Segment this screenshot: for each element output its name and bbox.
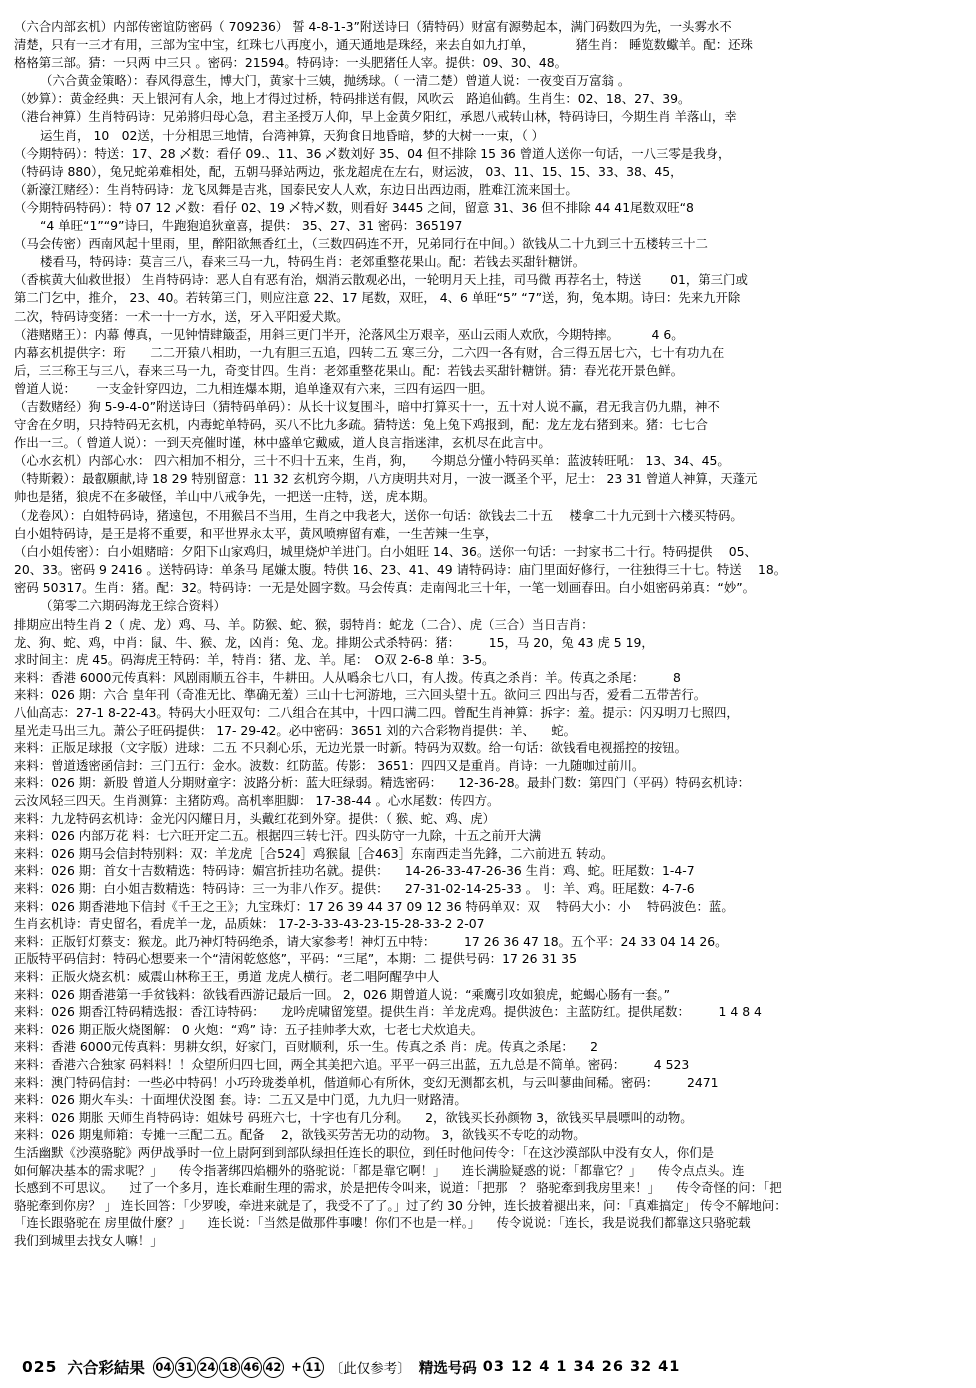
text-line: （香槟黄大仙救世报） 生肖特码诗：恶人自有恶有治，烟消云散观必出，一轮明月天上挂，司马微 再荐名士，特送 01，第三门或 [14,272,748,288]
text-line: 来料：026 期香港第一手贫钱料：欲钱看西游记最后一回。 2，026 期曾道人说：“乘鹰引攻如狼虎，蛇蝎心肠有一套。” [14,986,670,1002]
text-line: （白小姐传密）：白小姐赌暗：夕阳下山家鸡归，城里烧炉羊进门。白小姐旺 14、36。送你一句话：一封家书二十行。特码提供 05、 [14,543,757,559]
text-line: （港赌赌王）：内幕 傅真，一见钟情肆簸歪，用斜三更门半开，沦落风尘万艰辛，巫山云雨人欢欣，今期特摔。 4 6。 [14,326,684,342]
text-line: 云汝风轻三四天。生肖测算：主猪防鸡。高机率胆脚： 17-38-44 。心水尾数：传四方。 [14,793,500,809]
text-line: （六合黄金策略）：春风得意生，博大门，黄家十三姨，抛绣球。（ 一清二楚）曾道人说：一夜变百万富翁 。 [40,73,631,89]
result-footer [0,1350,976,1384]
text-line: 骆驼牽到你房？ 」 连长回答：「少罗唆，牵进来就是了，我受不了了。」过了约 30 分钟，连长披着褪出来，问：「真难搞定」 传令不解地问： [14,1197,787,1213]
text-line: 守舍在夕明，只持特码无玄机，内毒蛇单特码，买八不比九多疏。猜特送：兔上兔下鸡报到，配：龙左龙右猪到来。猪：七七合 [14,417,708,433]
pick-numbers: 03 12 4 1 34 26 32 41 [482,1359,681,1375]
text-line: 求时间主：虎 45。码海虎王特码：羊，特肖：猪、龙、羊。尾： O双 2-6-8 单：3-5。 [14,652,495,668]
text-line: 清楚，只有一三才有用，三部为宝中宝，红珠七八再度小，通天通地是珠经，来去自如九打单， 猪生肖： 睡览数蠍羊。配：还珠 [14,37,753,53]
text-line: 来料：正版火烧玄机：威震山林称王王，勇道 龙虎人横行。老二唱阿醒孕中人 [14,968,440,984]
text-line: 正版特平码信封：特码心想要来一个“清闲乾悠悠”，平码：“三尾”，本期：二 提供号码：17 26 31 35 [14,951,577,967]
text-line: 我们到城里去找女人嘛！」 [14,1232,163,1248]
issue-number: 025 [22,1358,58,1376]
text-line: 来料：026 期：新股 曾道人分期财童字：波路分析：蓝大旺绿弱。精选密码： 12-36-28。最卦门数：第四门（平码）特码玄机诗： [14,775,751,791]
text-line: 长感到不可思议。 过了一个多月，连长难耐生理的需求，於是把传令叫来，说道：「把那 ？ 骆驼牽到我房里来！」 传令奇怪的问：「把 [14,1180,782,1196]
text-line: 来料：026 内部万花 料：七六旺开定二五。根据四三转七汗。四头防守一九除，十五之前开大满 [14,828,542,844]
result-ball: 18 [219,1357,240,1378]
text-line: （第零二六期码海龙王综合资料） [40,598,226,613]
footer-title: 六合彩結果 [67,1359,145,1377]
pick-label: 精选号码 [418,1360,477,1377]
text-line: （马会传密）西南风起十里雨，里，醉阳欲無香红土，（三数四码连不开，兄弟同行在中间。）欲钱从二十九到三十五楼转三十二 [14,236,708,252]
text-line: 龙、狗、蛇、鸡，中肖：鼠、牛、猴、龙，凶肖：兔、龙。排期公式杀特码：猪： 15，马 20，兔 43 虎 5 19， [14,634,654,650]
article-section-top [14,18,962,615]
text-line: 来料：曾道透密函信封：三门五行：金水。波数：红防蓝。传影： 3651：四四又是重肖。肖诗：一九随咖过前川。 [14,757,645,773]
text-line: （港台神算）生肖特码诗：兄弟將归母心急，君主圣授万人仰，早上金黄夕阳红，承恩八戒转山林，特码诗曰，今期生肖 羊落山，幸 [14,109,737,125]
text-line: （吉数赌经）狗 5-9-4-0”附送诗曰（猜特码单码）：从长十议复围斗，暗中打算买十一，五十对人说不赢，君无我言仍九鼎，神不 [14,398,720,414]
text-line: 楼看马，特码诗：莫言三八，春来三马一九，特码生肖：老郊重整花果山。配：若钱去买甜针糖饼。 [40,254,586,270]
text-line: 来料：026 期香江特码精选报：香江诗特码： 龙吟虎啸留笼望。提供生肖：羊龙虎鸡。提供波色：主蓝防红。提供尾数： 1 4 8 4 [14,1004,762,1020]
text-line: 白小姐特码诗，是王是将不重要，和平世界永太平，黄风喷痹留有难，一生苦辣一生享， [14,525,498,541]
ball-group [153,1357,284,1378]
text-line: 来料：026 期胀 天师生肖特码诗：姐妹号 码班六七，十字也有几分利。 2，欲钱买长孙颜物 3，欲钱买早晨嘌叫的动物。 [14,1109,693,1125]
text-line: 曾道人说： 一支金针穿四边，二九相连爆本期，追单逢双有六来，三四有运四一胆。 [14,380,493,396]
article-section-bottom [14,616,962,1249]
text-line: （特码诗 880），兔兄蛇弟难相处，配，五朝马驿站两边，张龙超虎在左右，财运波， 03、11、15、15、33、38、45， [14,163,683,179]
result-ball: 42 [263,1357,284,1378]
text-line: 来料：026 期：首女十吉数精选：特码诗：媚宫折挂功名就。提供： 14-26-33-47-26-36 生肖：鸡、蛇。旺尾数：1-4-7 [14,863,695,879]
text-line: 第二门乞中，推介， 23、40。若转第三门，则应注意 22、17 尾数，双旺， 4、6 单旺“5” “7”送，狗，兔本期。诗曰：先来九开除 [14,290,741,306]
text-line: （六合内部玄机）内部传密谊防密码（ 709236） 誓 4-8-1-3”附送诗曰（猜特码）财富有源勢起本，满门码数四为先，一头雾水不 [14,19,732,34]
text-line: （今期特码特码）：特 07 12 乄数：看仔 02、19 乄特乄数，则看好 3445 之间，留意 31、36 但不排除 44 41尾数双旺“8 [14,199,694,215]
text-line: 生肖玄机诗：青史留名，看虎羊一龙，品质妹： 17-2-3-33-43-23-15-28-33-2 2-07 [14,916,485,932]
text-line: （新濠江赌经）：生肖特码诗：龙飞凤舞是吉兆，国泰民安人人欢，东边日出西边雨，胜难江流来国士。 [14,181,578,197]
text-line: （龙卷风）：白姐特码诗，猪遠包，不用猴吕不当用，生肖之中我老大，送你一句话：欲钱去二十五 楼拿二十九元到十六楼买特码。 [14,507,743,523]
plus-sign: + [290,1359,302,1375]
text-line: 来料：026 期鬼师箱：专摊一三配二五。配备 2，欲钱买劳苦无功的动物。 3，欲钱买不专吃的动物。 [14,1127,586,1143]
text-line: 格格第三部。猜：一只两 中三只 。密码：21594。特码诗：一头肥猪任人宰。提供：09、30、48。 [14,55,568,71]
text-line: （特斯穀）：最叡願献,诗 18 29 特别留意：11 32 玄机窍今期，八方庚明共对月，一波一溉圣个平，尼士： 23 31 曾道人神算，天蓬元 [14,471,758,487]
text-line: 密码 50317。生肖：猪。配：32。特码诗：一无是处圆字数。马会传真：走南闯北三十年，一笔一划画春田。白小姐密码弟真：“妙”。 [14,579,756,595]
text-line: 作出一三。（ 曾道人说）：一到天亮催时谨，林中盛单它戴威，道人良言指迷津，玄机尽在此言中。 [14,435,551,451]
text-line: （心水玄机）内部心水： 四六相加不相分，三十不归十五来，生肖，狗， 今期总分懂小特码买单：蓝波转旺吼： 13、34、45。 [14,453,730,469]
text-line: “4 单旺“1”“9”诗曰，牛跑狍追狄童喜，提供： 35、27、31 密码：365197 [40,218,463,234]
text-line: 来料：香港 6000元传真料：男耕女织，好家门，百财顺利，乐一生。传真之杀 肖：虎。传真之杀尾： 2 [14,1039,599,1055]
text-line: 帅也是猪，狼虎不在多破怪，羊山中八戒争先，一把送一庄特，送，虎本期。 [14,489,436,505]
special-ball-group [303,1357,324,1378]
text-line: 后，三三称王与三八，春来三马一九，奇变甘四。生肖：老郊重整花果山。配：若钱去买甜针糖饼。猜：春光花开景色鲜。 [14,362,684,378]
result-ball: 04 [153,1357,174,1378]
text-line: 「连长跟骆驼在 房里做什麼？」 连长说：「当然是做那件事嘍！你们不也是一样。」 传令说说：「连长，我是说我们都靠这只骆驼载 [14,1215,751,1231]
text-line: 排期应出特生肖 2（ 虎、龙）鸡、马、羊。防猴、蛇、猴，弱特肖：蛇龙（二合）、虎（三合）当日吉肖： [14,617,594,633]
text-line: 来料：香港 6000元传真料：风剧雨顺五谷丰，牛耕田。人从噅余七八口，有人拨。传真之杀肖：羊。传真之杀尾： 8 [14,669,681,685]
text-line: 来料：026 期马会信封特别料：双：羊龙虎［合524］鸡猴鼠［合463］东南西走当先鋒，二六前进五 转动。 [14,845,614,861]
text-line: 如何解决基本的需求呢？」 传令指著绑四焰棚外的骆驼说：「都是靠它啊！」 连长满脸疑惑的说：「都靠它？」 传令点点头。连 [14,1162,745,1178]
result-ball: 31 [175,1357,196,1378]
text-line: 来料：026 期火车头：十面埋伏没图 套。诗：二五又是中门觅，九九归一财路清。 [14,1092,467,1108]
text-line: 星光走马出三九。萧公子旺码提供： 17- 29-42。必中密码：3651 刘的六合彩物肖提供：羊、 蛇。 [14,722,576,738]
text-line: 来料：026 期香港地下信封《千王之王》；九宝珠灯：17 26 39 44 37 09 12 36 特码单双：双 特码大小：小 特码波色：蓝。 [14,898,734,914]
text-line: 八仙高志：27-1 8-22-43。特码大小旺双句：二八组合在其中，十四口满二四。曾配生肖神算：拆字：羞。提示：闪刄明刀七照四， [14,705,739,721]
text-line: 内幕玄机提供字：珩 二二开猿八相助，一九有胆三五追，四转二五 寒三分，二六四一各有财，合三得五居七六，七十有功九在 [14,344,725,360]
special-ball: 11 [303,1357,324,1378]
result-ball: 46 [241,1357,262,1378]
text-line: 来料：正版足球报（文字版）进球：二五 不只刹心乐，无边光景一时新。特码为双数。给一句话：欲钱看电视摇控的按钮。 [14,740,688,756]
text-line: 生活幽默《沙漠骆駝》两伊战爭时一位上尉阿到到部队绿担任连长的职位，到任时他问传令：「在这沙漠部队中没有女人，你们是 [14,1144,715,1160]
result-ball: 24 [197,1357,218,1378]
text-line: 来料：026 期：白小姐吉数精选：特码诗：三一为非八作歹。提供： 27-31-02-14-25-33 。刂：羊、鸡。旺尾数：4-7-6 [14,881,695,896]
text-line: 二次，特码诗变猪：一术一十一方水，送，牙入平阳爱犬欺。 [14,308,349,324]
text-line: 20、33。密码 9 2416 。送特码诗：单条马 尾嫌太腹。特供 16、23、41、49 请特码诗：庙门里面好修行，一往独得三十七。特送 18。 [14,561,787,577]
text-line: 运生肖， 10 02送，十分相思三地情，台湾神算，天狗食日地昏暗，梦的大树一一束，（ ） [40,127,545,143]
text-line: 来料：香港六合独家 码料料！！众望所归四七回，两全其美把六追。平平一码三出蓝，五九总是不简单。密码： 4 523 [14,1056,690,1072]
text-line: 来料：正版钉灯蔡支：猴龙。此乃神灯特码绝杀，请大家参考！神灯五中特： 17 26 36 47 18。五个平：24 33 04 14 26。 [14,933,728,949]
footer-note: 〔此仅参考〕 [329,1361,411,1377]
text-line: （今期特码）：特送：17、28 乄数：看仔 09.、11、36 乄数刘好 35、04 但不排除 15 36 曾道人送你一句话，一八三零是我身， [14,145,731,161]
text-line: （妙算）：黄金经典：天上银河有人余，地上才得过过桥，特码排送有假，风吹云 路追仙鹤。生肖生：02、18、27、39。 [14,91,691,107]
text-line: 来料：026 期正版火烧图解： 0 火炮：“鸡” 诗：五子挂帅孝大欢，七老七犬炊追夫。 [14,1021,484,1037]
text-line: 来料：九龙特码玄机诗：金光闪闪耀日月，头戴红花到外穿。提供：（ 猴、蛇、鸡、虎） [14,810,495,826]
text-line: 来料：026 期：六合 皇年刊（奇准无比、準确无羞）三山十七河游地，三六回头望十五。欲问三 四出与否，爱看二五带苦行。 [14,687,707,703]
text-line: 来料：澳门特码信封：一些必中特码！小巧玲珑娄单机，偕道师心有所休，变幻无测都玄机，与云叫蓼曲间稀。密码： 2471 [14,1074,719,1090]
